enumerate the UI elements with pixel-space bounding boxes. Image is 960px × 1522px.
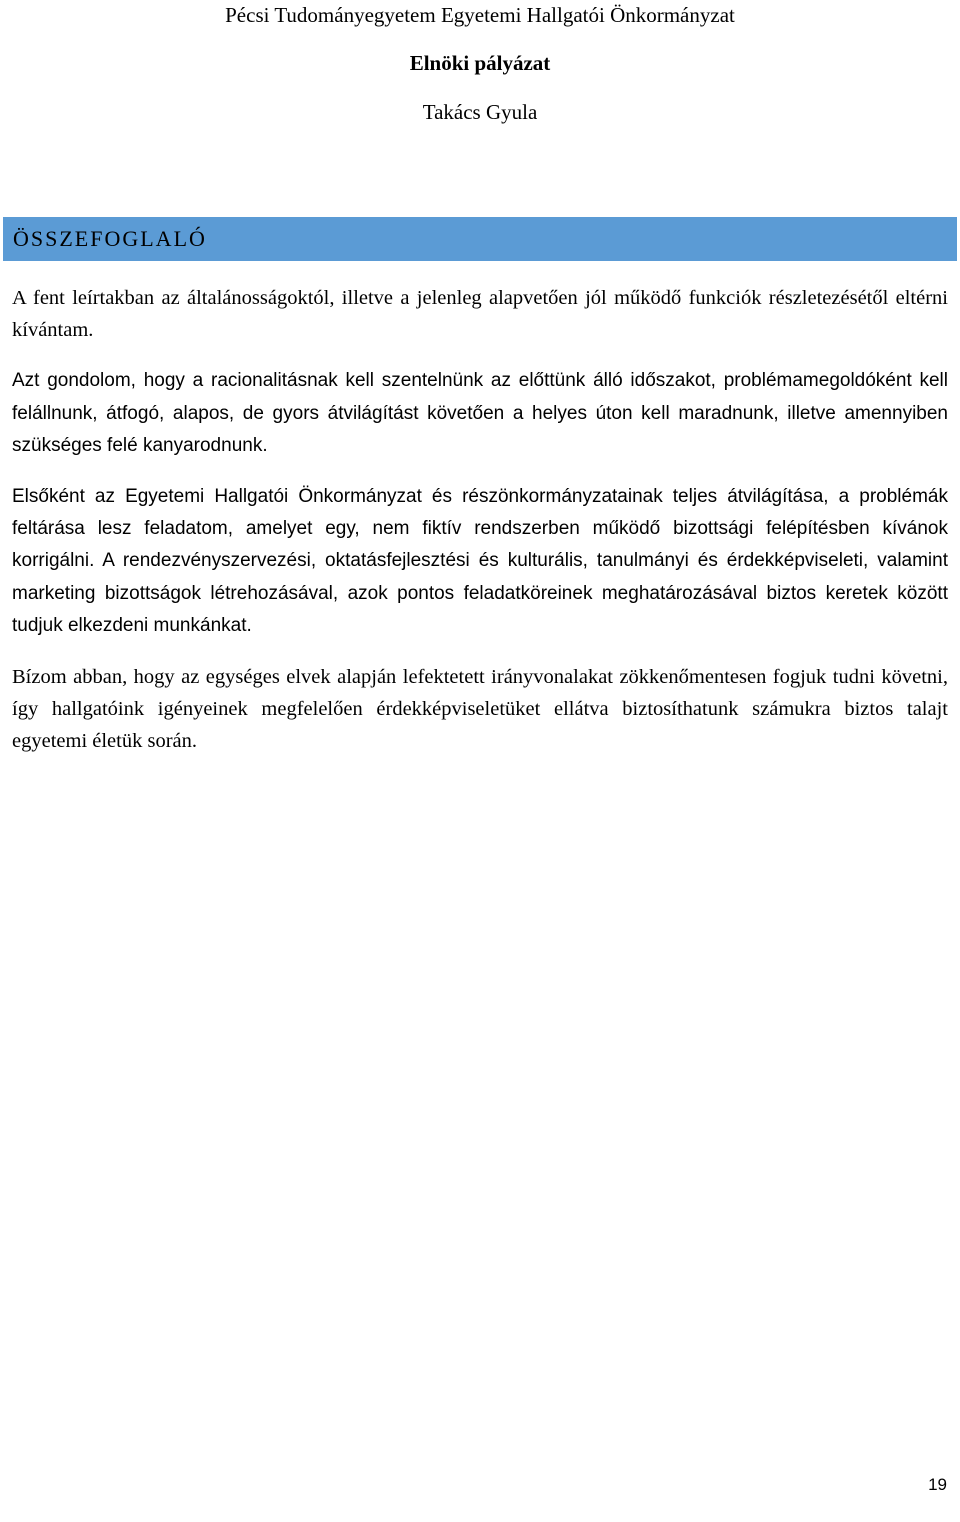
section-heading-bar: [3, 217, 957, 261]
page-number: 19: [928, 1475, 947, 1494]
section-heading: ÖSSZEFOGLALÓ: [13, 226, 207, 251]
document-body: [12, 282, 948, 777]
paragraph-committees: Elsőként az Egyetemi Hallgatói Önkormányzat és részönkormányzatainak teljes átvilágítása, a problémák feltárása lesz feladatom, amelyet egy, nem fiktív rendszerben működő bizottsági felépítésben kívánok korrigálni. A rendezvényszervezési, oktatásfejlesztési és kulturális, tanulmányi és érdekképviseleti, valamint marketing bizottságok létrehozásával, azok pontos feladatköreinek meghatározásával biztos keretek között tudjuk elkezdeni munkánkat.: [12, 486, 948, 636]
paragraph-closing: Bízom abban, hogy az egységes elvek alapján lefektetett irányvonalakat zökkenőmentesen fogjuk tudni követni, így hallgatóink igényeinek megfelelően érdekképviseletüket ellátva biztosíthatunk számukra biztos talajt egyetemi életük során.: [12, 666, 948, 753]
document-author: Takács Gyula: [422, 100, 538, 124]
paragraph-rationality: Azt gondolom, hogy a racionalitásnak kell szentelnünk az előttünk álló időszakot, problémamegoldóként kell felállnunk, átfogó, alapos, de gyors átvilágítást követően a helyes úton kell maradnunk, illetve amennyiben szükséges felé kanyarodnunk.: [12, 370, 948, 456]
paragraph-intro: A fent leírtakban az általánosságoktól, illetve a jelenleg alapvetően jól működő funkciók részletezésétől eltérni kívántam.: [12, 287, 948, 342]
document-organization: Pécsi Tudományegyetem Egyetemi Hallgatói Önkormányzat: [225, 3, 735, 27]
document-title: Elnöki pályázat: [409, 51, 551, 75]
